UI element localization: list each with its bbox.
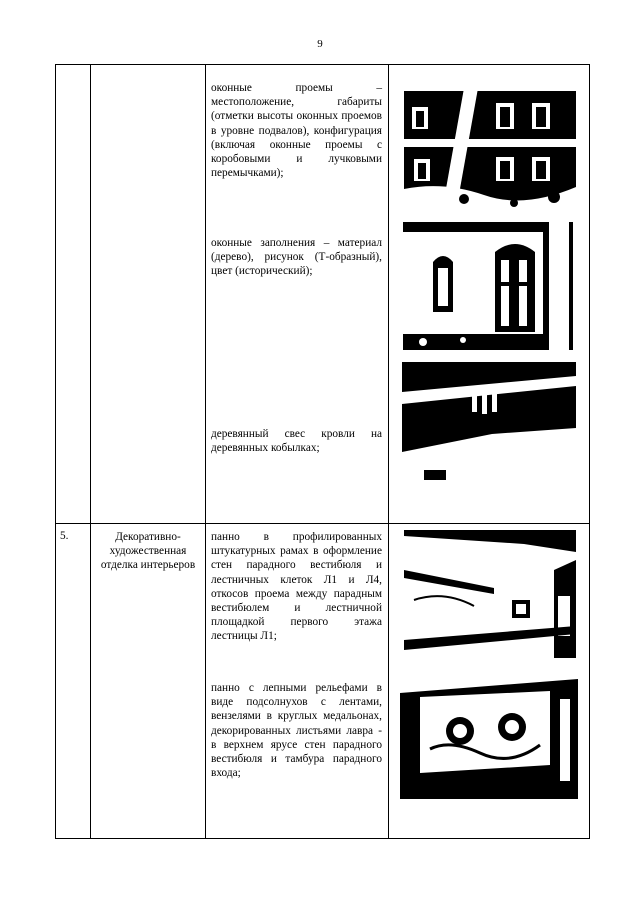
feature-item: панно в профилированных штукатурных рамах в оформление стен парадного вестибюля и лестничных клеток Л1 и Л4, откосов проема между парадным вестибюлем и лестничной площадкой первого этажа лестницы Л1; xyxy=(211,531,382,643)
column-divider xyxy=(388,64,389,839)
column-divider xyxy=(589,64,590,839)
row-category: Декоративно-художественная отделка интерьеров xyxy=(100,531,196,572)
table-bottom-border xyxy=(55,838,590,839)
feature-item: оконные проемы – местоположение, габариты (отметки высоты оконных проемов в уровне подвалов), конфигурация (включая оконные проемы с коробовыми и лучковыми перемычками); xyxy=(211,82,382,180)
page-number: 9 xyxy=(317,38,323,50)
column-divider xyxy=(205,64,206,839)
feature-item: панно с лепными рельефами в виде подсолнухов с лентами, вензелями в круглых медальонах, декорированных листьями лавра - в верхнем ярусе стен парадного вестибюля и тамбура парадного входа; xyxy=(211,682,382,780)
window-frames-photo xyxy=(403,222,576,350)
roof-eaves-photo xyxy=(402,362,576,490)
row-divider xyxy=(55,523,590,524)
row-number: 5. xyxy=(60,530,69,542)
table-top-border xyxy=(55,64,590,65)
column-divider xyxy=(90,64,91,839)
facade-window-openings-photo xyxy=(404,77,576,211)
column-divider xyxy=(55,64,56,839)
feature-item: деревянный свес кровли на деревянных кобылках; xyxy=(211,428,382,455)
framed-panels-photo xyxy=(404,530,576,658)
feature-item: оконные заполнения – материал (дерево), рисунок (Т-образный), цвет (исторический); xyxy=(211,237,382,278)
relief-panels-photo xyxy=(400,669,578,799)
